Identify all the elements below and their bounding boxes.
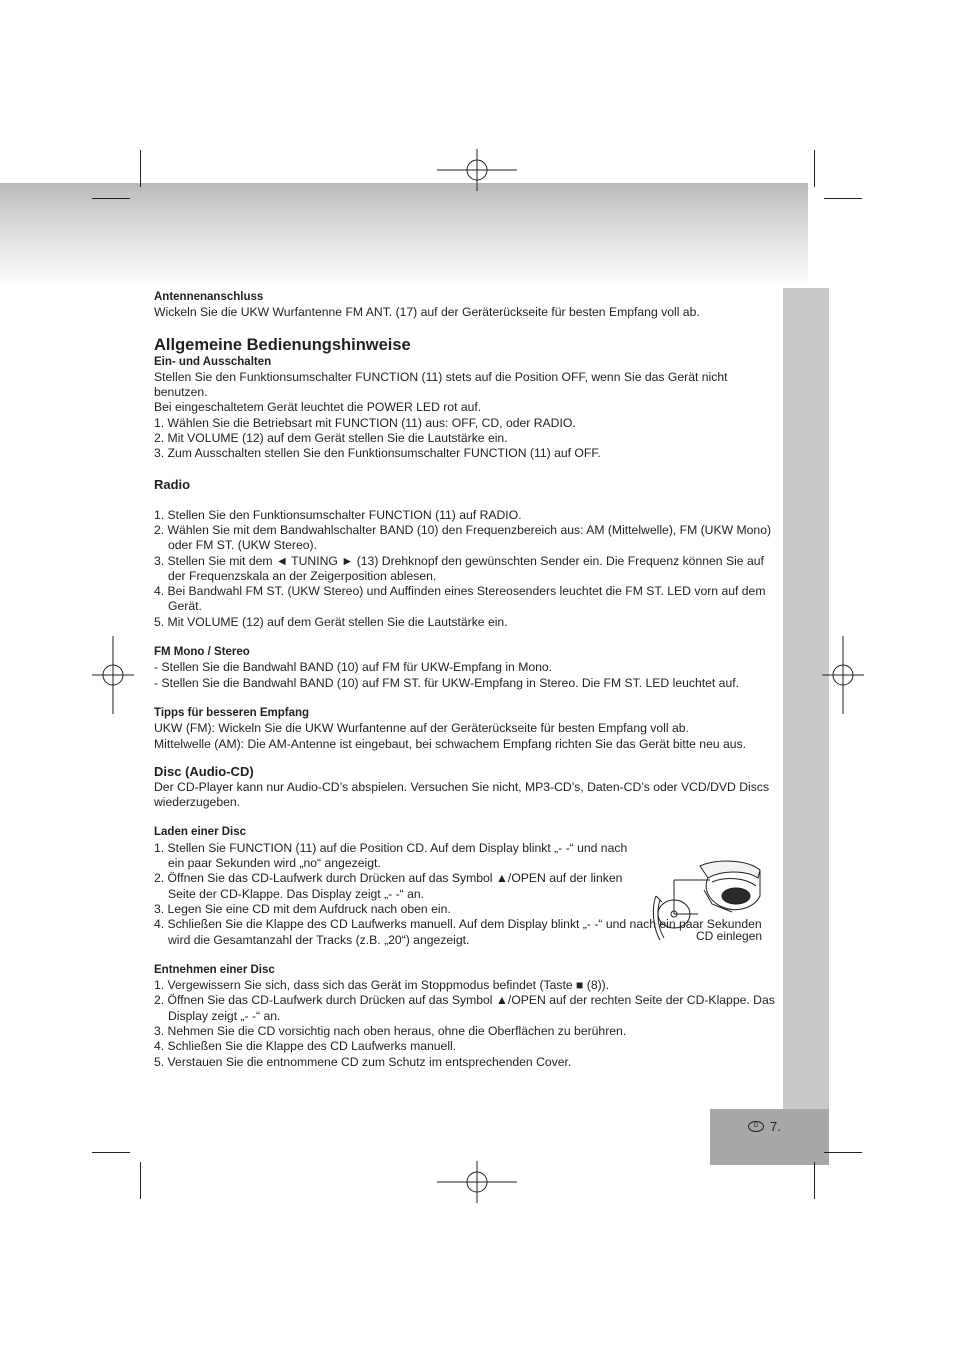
list-item: 4. Schließen Sie die Klappe des CD Laufwerks manuell. Auf dem Display blinkt „- -“ und nach ein paar Sekunden wird die Gesamtanzahl der Tracks (z.B. „20“) angezeigt. [154, 917, 762, 947]
list-item: 2. Wählen Sie mit dem Bandwahlschalter BAND (10) den Frequenzbereich aus: AM (Mittelwelle), FM (UKW Mono) oder FM ST. (UKW Stereo). [154, 522, 772, 553]
list-item: 3. Zum Ausschalten stellen Sie den Funktionsumschalter FUNCTION (11) auf OFF. [154, 446, 601, 461]
disc-heading: Disc (Audio-CD) [154, 763, 254, 779]
load-disc-heading: Laden einer Disc [154, 826, 247, 839]
disc-intro: Der CD-Player kann nur Audio-CD’s abspielen. Versuchen Sie nicht, MP3-CD’s, Daten-CD’s oder VCD/DVD Discs wiederzugeben. [154, 779, 770, 810]
antenna-heading: Antennenanschluss [154, 291, 264, 303]
list-item: 1. Wählen Sie die Betriebsart mit FUNCTION (11) aus: OFF, CD, oder RADIO. [154, 415, 576, 430]
list-item: 1. Stellen Sie FUNCTION (11) auf die Position CD. Auf dem Display blinkt „- -“ und nach ein paar Sekunden wird „no“ angezeigt. [154, 840, 628, 871]
list-item: 5. Mit VOLUME (12) auf dem Gerät stellen Sie die Lautstärke ein. [154, 614, 508, 629]
radio-heading: Radio [154, 476, 191, 492]
tips-text: Mittelwelle (AM): Die AM-Antenne ist eingebaut, bei schwachem Empfang richten Sie das Gerät bitte neu aus. [154, 736, 747, 751]
manual-content [154, 290, 779, 1070]
general-heading: Allgemeine Bedienungshinweise [154, 335, 411, 354]
list-item: 1. Stellen Sie den Funktionsumschalter FUNCTION (11) auf RADIO. [154, 507, 522, 522]
registration-mark-top [437, 149, 517, 191]
registration-mark-bottom [437, 1161, 517, 1203]
on-off-paragraph-1: Stellen Sie den Funktionsumschalter FUNCTION (11) stets auf die Position OFF, wenn Sie das Gerät nicht benutzen. [154, 369, 728, 400]
page-number-text: 7. [770, 1119, 781, 1134]
tips-heading: Tipps für besseren Empfang [154, 706, 310, 719]
list-item: 4. Bei Bandwahl FM ST. (UKW Stereo) und Auffinden eines Stereosenders leuchtet die FM ST. LED vorn auf dem Gerät. [154, 584, 766, 614]
on-off-heading: Ein- und Ausschalten [154, 355, 272, 368]
registration-mark-right [822, 636, 864, 714]
list-item: 1. Vergewissern Sie sich, dass sich das Gerät im Stoppmodus befindet (Taste ■ (8)). [154, 978, 610, 993]
antenna-text: Wickeln Sie die UKW Wurfantenne FM ANT. (17) auf der Geräterückseite für besten Empfang voll ab. [154, 305, 700, 320]
list-item: - Stellen Sie die Bandwahl BAND (10) auf FM für UKW-Empfang in Mono. [154, 660, 553, 675]
list-item: 3. Stellen Sie mit dem ◄ TUNING ► (13) Drehknopf den gewünschten Sender ein. Die Frequenz können Sie auf der Frequenzskala an der Zeigerposition ablesen. [154, 553, 764, 583]
language-badge: D [748, 1121, 764, 1132]
page-number [748, 1119, 781, 1134]
list-item: 5. Verstauen Sie die entnommene CD zum Schutz im entsprechenden Cover. [154, 1054, 572, 1069]
list-item: 3. Legen Sie eine CD mit dem Aufdruck nach oben ein. [154, 901, 451, 916]
registration-mark-left [92, 636, 134, 714]
list-item: 2. Mit VOLUME (12) auf dem Gerät stellen Sie die Lautstärke ein. [154, 431, 508, 446]
eject-disc-heading: Entnehmen einer Disc [154, 963, 275, 976]
list-item: - Stellen Sie die Bandwahl BAND (10) auf FM ST. für UKW-Empfang in Stereo. Die FM ST. LED leuchtet auf. [154, 675, 740, 690]
fm-mono-heading: FM Mono / Stereo [154, 646, 250, 659]
list-item: 4. Schließen Sie die Klappe des CD Laufwerks manuell. [154, 1039, 457, 1054]
page-number-box [710, 1109, 829, 1165]
tips-text: UKW (FM): Wickeln Sie die UKW Wurfantenne auf der Geräterückseite für besten Empfang voll ab. [154, 721, 689, 736]
on-off-paragraph-2: Bei eingeschaltetem Gerät leuchtet die POWER LED rot auf. [154, 400, 482, 415]
list-item: 2. Öffnen Sie das CD-Laufwerk durch Drücken auf das Symbol ▲/OPEN auf der rechten Seite der CD-Klappe. Das Display zeigt „- -“ an. [154, 993, 775, 1023]
list-item: 2. Öffnen Sie das CD-Laufwerk durch Drücken auf das Symbol ▲/OPEN auf der linken Seite der CD-Klappe. Das Display zeigt „- -“ an. [154, 871, 623, 901]
cd-image-caption: CD einlegen [696, 929, 763, 943]
list-item: 3. Nehmen Sie die CD vorsichtig nach oben heraus, ohne die Oberflächen zu berühren. [154, 1023, 627, 1038]
